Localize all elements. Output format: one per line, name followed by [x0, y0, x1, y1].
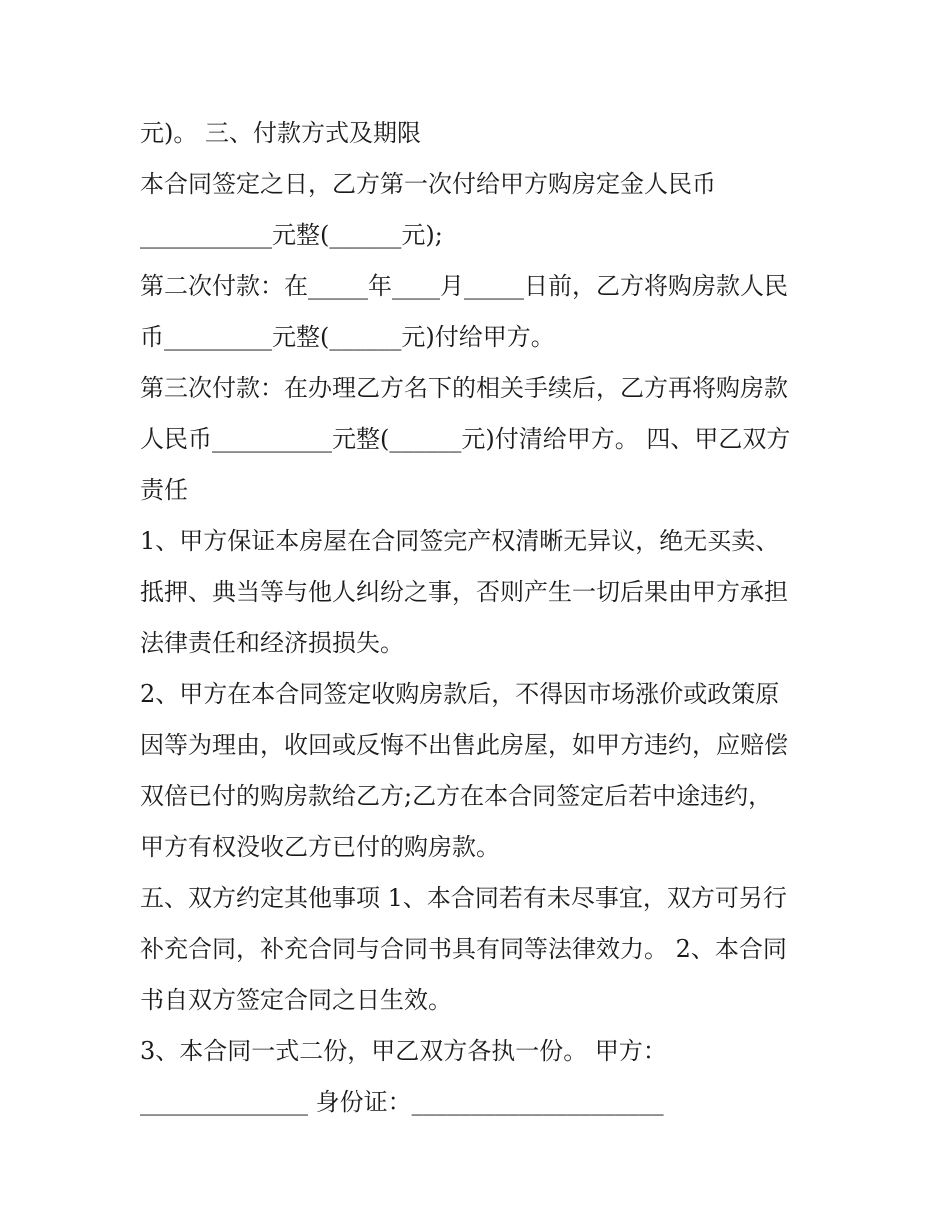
text-line: 责任 [140, 476, 188, 504]
text-line: 本合同签定之日，乙方第一次付给甲方购房定金人民币 [140, 170, 716, 198]
text-line: 甲方有权没收乙方已付的购房款。 [140, 833, 500, 861]
text-line: 五、双方约定其他事项 1、本合同若有未尽事宜，双方可另行 [140, 884, 787, 912]
text-line: ___________元整(______元); [140, 221, 443, 249]
text-line: ______________ 身份证：_____________________ [140, 1088, 664, 1116]
text-line: 人民币__________元整(______元)付清给甲方。 四、甲乙双方 [140, 425, 791, 453]
text-line: 第二次付款：在_____年____月_____日前，乙方将购房款人民 [140, 272, 788, 300]
text-line: 法律责任和经济损损失。 [140, 629, 404, 657]
text-line: 因等为理由，收回或反悔不出售此房屋，如甲方违约，应赔偿 [140, 731, 788, 759]
contract-body [140, 108, 830, 1128]
text-line: 元)。 三、付款方式及期限 [140, 119, 421, 147]
text-line: 书自双方签定合同之日生效。 [140, 986, 452, 1014]
text-line: 抵押、典当等与他人纠纷之事，否则产生一切后果由甲方承担 [140, 578, 788, 606]
text-line: 3、本合同一式二份，甲乙双方各执一份。 甲方： [140, 1037, 667, 1065]
text-line: 1、甲方保证本房屋在合同签完产权清晰无异议，绝无买卖、 [140, 527, 780, 555]
text-line: 币_________元整(______元)付给甲方。 [140, 323, 555, 351]
text-line: 双倍已付的购房款给乙方;乙方在本合同签定后若中途违约， [140, 782, 773, 810]
text-line: 第三次付款：在办理乙方名下的相关手续后，乙方再将购房款 [140, 374, 788, 402]
text-line: 2、甲方在本合同签定收购房款后，不得因市场涨价或政策原 [140, 680, 780, 708]
text-line: 补充合同，补充合同与合同书具有同等法律效力。 2、本合同 [140, 935, 787, 963]
